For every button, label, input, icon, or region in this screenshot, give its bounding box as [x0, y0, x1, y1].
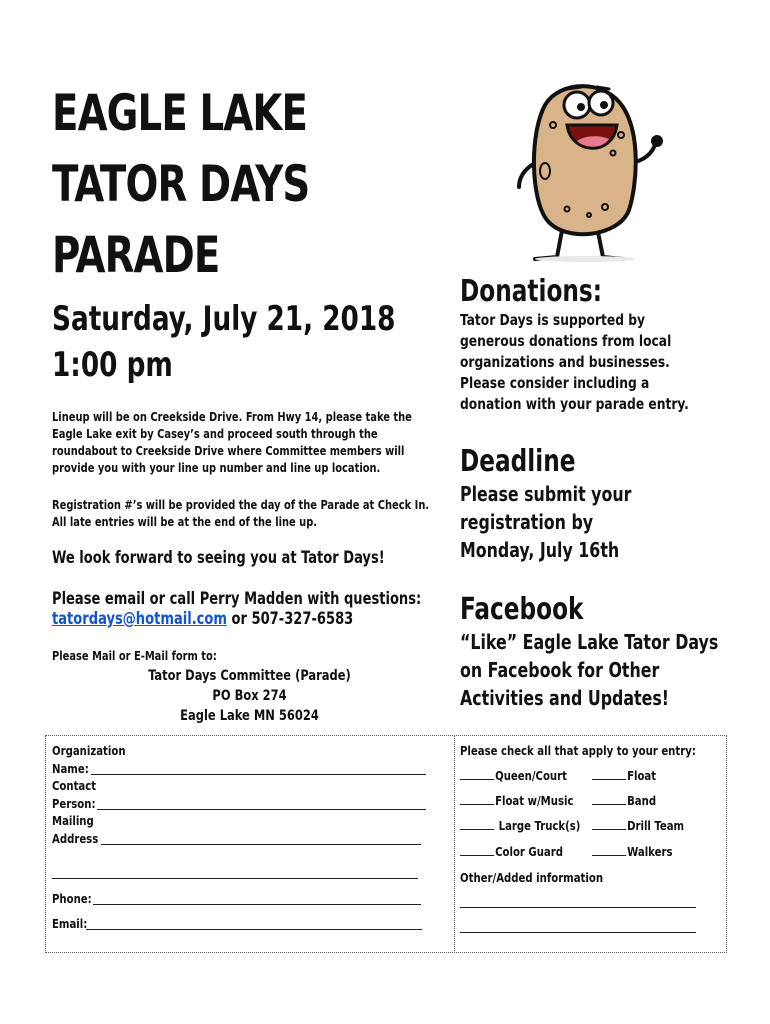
- mailing-label: Mailing: [52, 813, 94, 828]
- email-link[interactable]: tatordays@hotmail.com: [52, 609, 227, 628]
- option-label: Drill Team: [627, 818, 685, 833]
- contact-person-label: Person:: [52, 796, 96, 811]
- deadline-line: Please submit your: [460, 482, 632, 506]
- email-field[interactable]: [86, 929, 422, 930]
- deadline-text: [460, 480, 750, 564]
- facebook-line: on Facebook for Other: [460, 658, 660, 682]
- check-heading: Please check all that apply to your entry:: [460, 743, 696, 758]
- option-drill-team[interactable]: [592, 818, 684, 833]
- option-label: Large Truck(s): [498, 818, 581, 833]
- facebook-line: “Like” Eagle Lake Tator Days: [460, 630, 719, 654]
- donations-text: Tator Days is supported by generous donations from local organizations and businesses. Please consider including a donation with your parade entry.: [460, 311, 689, 413]
- email-label: Email:: [52, 916, 88, 931]
- title-line: EAGLE LAKE: [52, 84, 308, 142]
- contact-info: [52, 589, 439, 629]
- option-label: Band: [627, 793, 657, 808]
- phone-number: or 507-327-6583: [226, 609, 354, 628]
- event-time: 1:00 pm: [52, 345, 173, 385]
- mailing-address-label: Address: [52, 831, 99, 846]
- org-name-field[interactable]: [91, 774, 426, 775]
- check-blank[interactable]: [592, 845, 626, 856]
- option-walkers[interactable]: [592, 844, 672, 859]
- check-blank[interactable]: [460, 845, 494, 856]
- event-datetime: [52, 296, 430, 388]
- contact-label: Contact: [52, 778, 97, 793]
- mail-line: PO Box 274: [212, 688, 287, 704]
- mail-label: Please Mail or E-Mail form to:: [52, 648, 217, 663]
- contact-person-field[interactable]: [97, 809, 426, 810]
- contact-line: [52, 609, 439, 629]
- check-blank[interactable]: [460, 819, 494, 830]
- org-label: Organization: [52, 743, 126, 758]
- event-title: [52, 78, 396, 291]
- deadline-line: Monday, July 16th: [460, 538, 620, 562]
- deadline-line: registration by: [460, 510, 594, 534]
- option-label: Float w/Music: [495, 793, 574, 808]
- event-date: Saturday, July 21, 2018: [52, 299, 396, 339]
- facebook-text: [460, 628, 750, 712]
- org-name-label: Name:: [52, 761, 89, 776]
- check-blank[interactable]: [460, 769, 494, 780]
- phone-field[interactable]: [93, 904, 421, 905]
- mail-line: Tator Days Committee (Parade): [148, 668, 351, 684]
- check-blank[interactable]: [592, 794, 626, 805]
- other-info-field-2[interactable]: [460, 932, 696, 933]
- option-queen-court[interactable]: [460, 768, 567, 783]
- option-band[interactable]: [592, 793, 656, 808]
- mail-line: Eagle Lake MN 56024: [180, 708, 319, 724]
- lineup-paragraph: Lineup will be on Creekside Drive. From Hwy 14, please take the Eagle Lake exit by Casey’s and proceed south through the roundabout to Creekside Drive where Committee members will provide you with your line up number and line up location.: [52, 409, 412, 475]
- option-label: Float: [627, 768, 657, 783]
- other-info-label: Other/Added information: [460, 870, 604, 885]
- option-large-truck[interactable]: [460, 818, 580, 833]
- facebook-heading: Facebook: [460, 592, 584, 627]
- option-label: Color Guard: [495, 844, 564, 859]
- deadline-heading: Deadline: [460, 444, 576, 479]
- option-float-music[interactable]: [460, 793, 573, 808]
- mail-address: [52, 666, 447, 726]
- registration-paragraph: Registration #’s will be provided the day of the Parade at Check In. All late entries will be at the end of the line up.: [52, 497, 430, 529]
- check-blank[interactable]: [460, 794, 494, 805]
- look-forward-text: We look forward to seeing you at Tator Days!: [52, 548, 385, 567]
- option-color-guard[interactable]: [460, 844, 563, 859]
- form-divider: [454, 735, 455, 951]
- option-label: Queen/Court: [495, 768, 567, 783]
- other-info-field[interactable]: [460, 907, 696, 908]
- facebook-line: Activities and Updates!: [460, 686, 670, 710]
- title-line: PARADE: [52, 226, 220, 284]
- donations-heading: Donations:: [460, 274, 603, 309]
- potato-mascot-icon: [505, 75, 665, 265]
- mailing-address-field[interactable]: [101, 844, 421, 845]
- contact-prompt: Please email or call Perry Madden with questions:: [52, 589, 422, 608]
- check-blank[interactable]: [592, 819, 626, 830]
- phone-label: Phone:: [52, 891, 92, 906]
- mailing-address-field-2[interactable]: [52, 878, 418, 879]
- title-line: TATOR DAYS: [52, 155, 310, 213]
- option-label: Walkers: [627, 844, 673, 859]
- check-blank[interactable]: [592, 769, 626, 780]
- option-float[interactable]: [592, 768, 656, 783]
